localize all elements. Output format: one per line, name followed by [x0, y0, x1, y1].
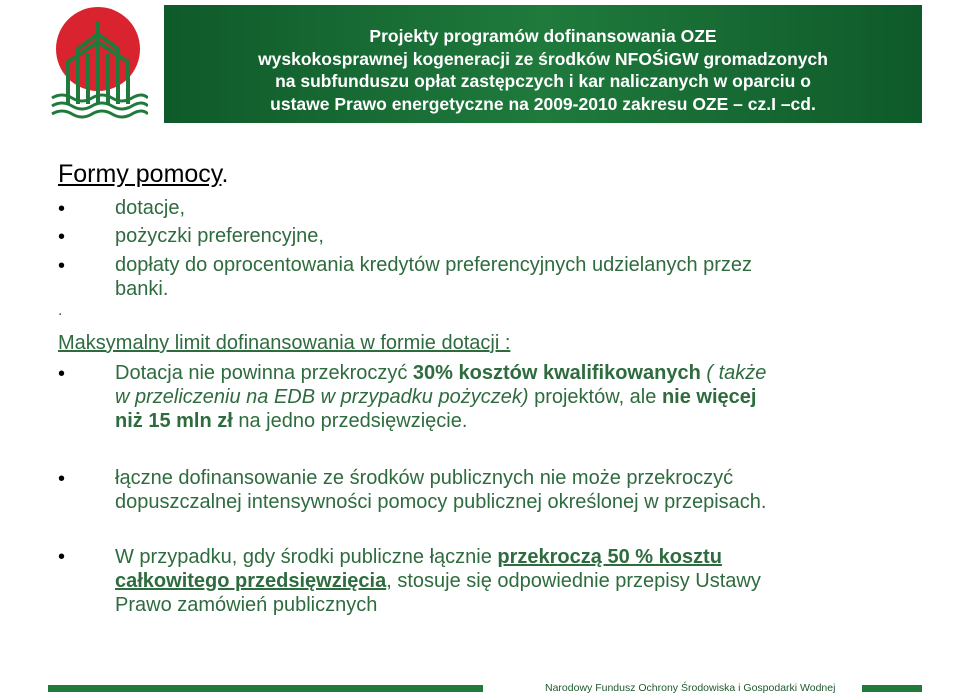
banner-line: wyskokosprawnej kogeneracji ze środków NFOŚiGW gromadzonych	[258, 48, 828, 69]
forms-heading-text: Formy pomocy	[58, 160, 222, 188]
public-funding-paragraph	[115, 466, 945, 514]
p3-text-2: , stosuje się odpowiednie przepisy Ustawy	[386, 570, 761, 592]
banner-line: ustawe Prawo energetyczne na 2009-2010 zakresu OZE – cz.I –cd.	[270, 93, 816, 114]
bullet-icon: •	[58, 546, 66, 568]
subsidy-limit-heading: Maksymalny limit dofinansowania w formie dotacji :	[58, 332, 511, 354]
p1-text-2: projektów, ale	[528, 386, 662, 408]
bullet-icon: •	[58, 198, 66, 220]
p2-line: łączne dofinansowanie ze środków publicznych nie może przekroczyć	[115, 467, 734, 489]
forms-item: dotacje,	[115, 197, 186, 219]
p2-line: dopuszczalnej intensywności pomocy publicznej określonej w przepisach.	[115, 491, 767, 513]
bullet-icon: •	[58, 468, 66, 490]
forms-item: pożyczki preferencyjne,	[115, 225, 324, 247]
p1-italic-2: w przeliczeniu na EDB w przypadku pożyczek)	[115, 386, 529, 408]
title-banner	[164, 5, 922, 123]
p3-text: W przypadku, gdy środki publiczne łącznie	[115, 546, 498, 568]
heading-dot: .	[221, 160, 229, 188]
banner-line: Projekty programów dofinansowania OZE	[369, 26, 717, 46]
p1-italic: ( także	[700, 362, 767, 384]
subsidy-limit-paragraph	[115, 361, 915, 433]
footer-organization: Narodowy Fundusz Ochrony Środowiska i Gospodarki Wodnej	[545, 682, 836, 694]
p3-bold: przekroczą 50 % kosztu	[497, 546, 722, 568]
p1-bold-3: niż 15 mln zł	[115, 410, 233, 432]
forms-item-continuation: banki.	[115, 278, 169, 300]
p3-bold-2: całkowitego przedsięwzięcia	[115, 570, 387, 592]
p1-bold-2: nie więcej	[661, 386, 757, 408]
p1-text-3: na jedno przedsięwzięcie.	[232, 410, 468, 432]
footer-bar-left	[48, 685, 483, 692]
bullet-icon: •	[58, 226, 66, 248]
forms-heading	[58, 160, 228, 189]
p1-bold: 30% kosztów kwalifikowanych	[412, 362, 701, 384]
p3-text-3: Prawo zamówień publicznych	[115, 594, 378, 616]
separator-dot: .	[58, 302, 63, 319]
nfosigw-logo-icon	[48, 4, 148, 120]
bullet-icon: •	[58, 363, 66, 385]
bullet-icon: •	[58, 255, 66, 277]
banner-line: na subfunduszu opłat zastępczych i kar naliczanych w oparciu o	[275, 71, 811, 91]
p1-text: Dotacja nie powinna przekroczyć	[115, 362, 413, 384]
forms-item: dopłaty do oprocentowania kredytów preferencyjnych udzielanych przez	[115, 254, 753, 276]
procurement-paragraph	[115, 545, 945, 617]
footer-bar-right	[862, 685, 922, 692]
